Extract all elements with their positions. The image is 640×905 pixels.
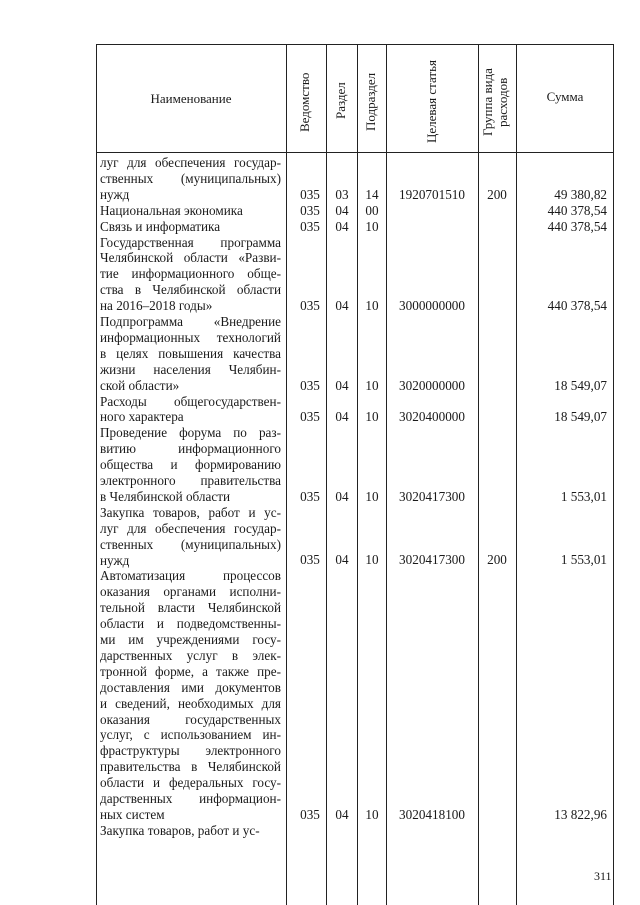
row-name-line: тельной власти Челябинской <box>100 600 281 616</box>
row-name-line: ской области» <box>100 377 180 393</box>
table-row <box>0 235 640 315</box>
table-row <box>0 394 640 426</box>
header-name: Наименование <box>150 91 232 106</box>
header-gruppa-vida-line1: Группа вида <box>480 68 495 136</box>
row-name-line: Проведение форума по раз- <box>100 425 281 441</box>
row-name-line: фраструктуры электронного <box>100 743 281 759</box>
row-name-line: дарственных услуг в элек- <box>100 647 281 663</box>
row-name-line: витию информационного <box>100 441 281 457</box>
row-name <box>100 823 281 839</box>
row-name-line: области и федеральных госу- <box>100 775 281 791</box>
razdel-cell: 04 <box>335 409 349 425</box>
table-row <box>0 425 640 505</box>
table-row <box>0 314 640 394</box>
page-number: 311 <box>594 869 612 883</box>
podrazdel-cell: 10 <box>365 377 379 393</box>
row-name <box>100 203 281 219</box>
table-row <box>0 568 640 822</box>
razdel-cell: 04 <box>335 202 349 218</box>
row-name <box>100 219 281 235</box>
row-name-line: нужд <box>100 186 130 202</box>
vedomstvo-cell: 035 <box>300 202 320 218</box>
row-name-line: луг для обеспечения государ- <box>100 155 281 170</box>
table-row <box>0 203 640 219</box>
podrazdel-cell: 10 <box>365 552 379 568</box>
podrazdel-cell: 10 <box>365 806 379 822</box>
gruppa-vida-cell: 200 <box>487 552 507 568</box>
podrazdel-cell: 00 <box>365 202 379 218</box>
podrazdel-cell: 14 <box>365 186 379 202</box>
summa-cell: 13 822,96 <box>554 806 607 822</box>
row-name-line: доставления ими документов <box>100 679 281 695</box>
summa-cell: 1 553,01 <box>560 552 607 568</box>
gruppa-vida-cell: 200 <box>487 186 507 202</box>
celevaya-statya-cell: 3020417300 <box>399 488 465 504</box>
row-name-line: нужд <box>100 552 130 568</box>
celevaya-statya-cell: 3020417300 <box>399 552 465 568</box>
header-summa: Сумма <box>546 89 584 104</box>
podrazdel-cell: 10 <box>365 488 379 504</box>
row-name-line: Закупка товаров, работ и ус- <box>100 504 281 520</box>
row-name-line: области и подведомственны- <box>100 616 281 632</box>
vedomstvo-cell: 035 <box>300 186 320 202</box>
row-name-line: ственных (муниципальных) <box>100 536 281 552</box>
razdel-cell: 04 <box>335 298 349 314</box>
table-row <box>0 155 640 203</box>
row-name-line: электронного правительства <box>100 473 281 489</box>
podrazdel-cell: 10 <box>365 409 379 425</box>
table-row <box>0 505 640 569</box>
razdel-cell: 04 <box>335 488 349 504</box>
row-name-line: информационных технологий <box>100 329 281 345</box>
header-vedomstvo: Ведомство <box>297 72 312 132</box>
row-name-line: Челябинской области «Разви- <box>100 250 281 266</box>
row-name <box>100 568 281 823</box>
vedomstvo-cell: 035 <box>300 488 320 504</box>
row-name <box>100 155 281 203</box>
row-name-line: Связь и информатика <box>100 218 221 234</box>
row-name <box>100 314 281 394</box>
summa-cell: 18 549,07 <box>554 409 607 425</box>
razdel-cell: 04 <box>335 552 349 568</box>
row-name-line: жизни населения Челябин- <box>100 361 281 377</box>
celevaya-statya-cell: 3000000000 <box>399 298 465 314</box>
row-name-line: правительства в Челябинской <box>100 759 281 775</box>
vedomstvo-cell: 035 <box>300 298 320 314</box>
summa-cell: 440 378,54 <box>547 298 607 314</box>
header-podrazdel: Подраздел <box>363 72 378 132</box>
vedomstvo-cell: 035 <box>300 409 320 425</box>
table-top-border <box>96 44 613 45</box>
row-name-line: тие информационного обще- <box>100 266 281 282</box>
razdel-cell: 03 <box>335 186 349 202</box>
razdel-cell: 04 <box>335 377 349 393</box>
vedomstvo-cell: 035 <box>300 806 320 822</box>
row-name-line: Государственная программа <box>100 234 281 250</box>
row-name-line: Автоматизация процессов <box>100 568 281 584</box>
podrazdel-cell: 10 <box>365 298 379 314</box>
row-name-line: в целях повышения качества <box>100 345 281 361</box>
row-name-line: ми им учреждениями госу- <box>100 632 281 648</box>
row-name-line: ных систем <box>100 806 165 822</box>
summa-cell: 1 553,01 <box>560 488 607 504</box>
row-name-line: Подпрограмма «Внедрение <box>100 314 281 329</box>
row-name-line: ства в Челябинской области <box>100 282 281 298</box>
table-row <box>0 219 640 235</box>
celevaya-statya-cell: 3020418100 <box>399 806 465 822</box>
row-name-line: общества и формированию <box>100 457 281 473</box>
summa-cell: 49 380,82 <box>554 186 607 202</box>
summa-cell: 440 378,54 <box>547 202 607 218</box>
header-gruppa-vida-line2: расходов <box>495 77 510 127</box>
row-name-line: услуг, с использованием ин- <box>100 727 281 743</box>
vedomstvo-cell: 035 <box>300 218 320 234</box>
row-name <box>100 425 281 505</box>
row-name <box>100 235 281 315</box>
row-name-line: луг для обеспечения государ- <box>100 520 281 536</box>
row-name <box>100 394 281 426</box>
row-name-line: на 2016–2018 годы» <box>100 298 213 314</box>
table-row <box>0 823 640 839</box>
razdel-cell: 04 <box>335 218 349 234</box>
podrazdel-cell: 10 <box>365 218 379 234</box>
table-header-border <box>96 152 613 153</box>
header-celevaya-statya: Целевая статья <box>424 59 439 143</box>
celevaya-statya-cell: 3020400000 <box>399 409 465 425</box>
row-name-line: дарственных информацион- <box>100 791 281 807</box>
vedomstvo-cell: 035 <box>300 552 320 568</box>
vedomstvo-cell: 035 <box>300 377 320 393</box>
row-name-line: оказания государственных <box>100 711 281 727</box>
row-name-line: в Челябинской области <box>100 488 231 504</box>
razdel-cell: 04 <box>335 806 349 822</box>
row-name-line: оказания органами исполни- <box>100 584 281 600</box>
row-name-line: Закупка товаров, работ и ус- <box>100 822 260 838</box>
row-name-line: ственных (муниципальных) <box>100 170 281 186</box>
header-razdel: Раздел <box>333 82 348 120</box>
celevaya-statya-cell: 3020000000 <box>399 377 465 393</box>
row-name-line: ного характера <box>100 409 184 425</box>
row-name-line: и сведений, необходимых для <box>100 695 281 711</box>
row-name-line: тронной форме, а также пре- <box>100 663 281 679</box>
celevaya-statya-cell: 1920701510 <box>399 186 465 202</box>
row-name-line: Расходы общегосударствен- <box>100 393 281 409</box>
summa-cell: 440 378,54 <box>547 218 607 234</box>
row-name-line: Национальная экономика <box>100 202 243 218</box>
summa-cell: 18 549,07 <box>554 377 607 393</box>
row-name <box>100 505 281 569</box>
